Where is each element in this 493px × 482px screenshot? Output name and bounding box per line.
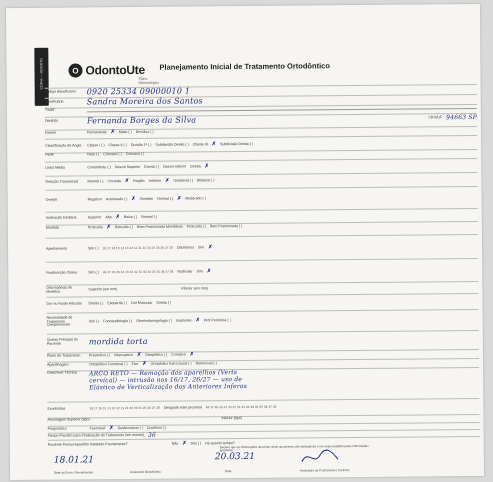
- beneficiary-value[interactable]: Sandra Moreira dos Santos: [86, 96, 203, 107]
- reabsorption-yes[interactable]: Sim ( ): [88, 269, 99, 275]
- check-mark-icon: ✗: [165, 177, 170, 184]
- bite-protruded[interactable]: Protruída: [87, 224, 103, 230]
- anchorage-row: [48, 414, 480, 422]
- midline-row: [45, 158, 477, 174]
- radicular-label: Radicular: [177, 269, 193, 274]
- beneficiary-signature-label: Assinatura Beneficiário: [129, 469, 161, 475]
- implants[interactable]: Implantes: [175, 318, 192, 323]
- plan-orthopedic[interactable]: Ortopédico ( ): [145, 352, 168, 357]
- overjet-moderate[interactable]: Acentuado ( ): [105, 196, 128, 201]
- profile-concave[interactable]: Côncavo ( ): [103, 152, 122, 157]
- time-label: Tempo Previsto para Finalização do Tratamento (em meses): [47, 433, 144, 438]
- date-sent-label: Data do Envio / Recebimento: [53, 470, 94, 475]
- dentist-row: [45, 113, 477, 126]
- check-mark-icon: ✗: [109, 425, 114, 432]
- holder-label: Titular: [44, 107, 55, 112]
- reabsorption-label: Reabsorção Óssea: [46, 270, 78, 275]
- brand-name: OdontoUte: [85, 62, 145, 78]
- interproximal-label: Desgaste Inter proximal: [163, 405, 202, 410]
- crowding-row: [46, 234, 478, 260]
- tmj-left[interactable]: Esquerda ( ): [107, 300, 128, 305]
- ent[interactable]: Otorrinolaringologia ( ): [136, 318, 173, 323]
- appliance-extraoral[interactable]: Ortopédico Extra bucal ( ): [150, 361, 192, 366]
- models-label: Discrepância de Modelos: [46, 285, 73, 294]
- inclination-normal[interactable]: Normal ( ): [141, 214, 158, 219]
- transverse-region: Região: [133, 178, 145, 183]
- appliance-removable[interactable]: Removível ( ): [195, 360, 217, 366]
- transverse-unilateral[interactable]: Unilateral ( ): [173, 178, 194, 183]
- transverse-crossed[interactable]: Cruzada: [107, 178, 122, 183]
- time-value[interactable]: 36: [147, 431, 157, 439]
- transverse-normal[interactable]: Normal ( ): [87, 178, 104, 184]
- header: [68, 62, 160, 85]
- check-mark-icon: ✗: [208, 244, 213, 251]
- date-signed[interactable]: 20.03.21: [214, 451, 255, 463]
- profile-convex[interactable]: Convexo ( ): [125, 151, 145, 157]
- deviation-deciduous[interactable]: Decídua ( ): [135, 129, 154, 134]
- teeth-chart-upper[interactable]: 18 17 16 15 14 13 12 11 21 22 23 24 25 26 27 28: [102, 245, 174, 251]
- check-mark-icon: ✗: [195, 317, 200, 324]
- midline-label: Linha Média: [45, 165, 65, 170]
- bite-mandible[interactable]: Bem Posicionada Mandíbula: [137, 224, 183, 229]
- check-mark-icon: ✗: [106, 224, 111, 231]
- check-mark-icon: ✗: [125, 178, 130, 185]
- technique-row: [47, 367, 479, 401]
- holder-field[interactable]: [87, 105, 477, 112]
- check-mark-icon: ✗: [110, 129, 115, 136]
- angle-div-1[interactable]: Divisão 1ª ( ): [130, 142, 152, 147]
- deviation-row: [45, 126, 477, 136]
- speech-therapy[interactable]: Fonoaudiologia ( ): [103, 318, 133, 323]
- appliance-label: Aparelhagem: [47, 362, 69, 367]
- plan-corrective[interactable]: Corretivo: [171, 352, 186, 357]
- previous-how-long: Há quanto tempo?: [205, 440, 235, 446]
- beneficiary-label: Beneficiário: [44, 99, 64, 104]
- brand-tagline: Plano Odontológico: [138, 76, 160, 85]
- previous-no[interactable]: Não: [171, 441, 179, 446]
- complaint-row: [47, 330, 479, 350]
- reabsorption-row: [46, 258, 478, 284]
- profile-straight[interactable]: Reto ( ): [87, 152, 100, 157]
- previous-label: Paciente Possui Aparelho Instalado Previamente?: [47, 441, 128, 447]
- prognosis-unfavorable[interactable]: Desfavorável ( ): [117, 425, 143, 430]
- overjet-row: [46, 186, 478, 210]
- appliance-functional[interactable]: Ortopédico Funcional ( ): [89, 361, 128, 367]
- angle-class-1[interactable]: Classe I ( ): [87, 142, 105, 148]
- page-title: Planejamento Inicial de Tratamento Ortodôntico: [159, 61, 330, 72]
- previous-yes[interactable]: Sim ( ): [190, 441, 202, 446]
- dentist-label: Dentista: [44, 118, 59, 123]
- tmj-right[interactable]: Direita ( ): [88, 300, 104, 306]
- anchorage-lower: Inferior (tipo): [221, 416, 242, 421]
- plan-label: Plano de Tratamento: [46, 353, 81, 358]
- deviation-mixed[interactable]: Mista ( ): [118, 129, 132, 134]
- inclination-upper: Superior: [87, 214, 102, 220]
- angle-class-2[interactable]: Classe II ( ): [108, 142, 127, 147]
- complementary-label: Necessidade de Tratamento Complementar: [46, 315, 73, 328]
- dentist-value[interactable]: Fernanda Borges da Silva: [86, 115, 197, 126]
- extractions-row: [47, 398, 479, 416]
- prognosis-doubtful[interactable]: Duvidoso ( ): [146, 425, 167, 430]
- inclination-label: Inclinação Dentária: [45, 215, 77, 220]
- appliance-fixed[interactable]: Fixo: [131, 361, 139, 366]
- tmj-row: [46, 293, 478, 311]
- prognosis-favorable[interactable]: Favorável: [89, 425, 106, 431]
- appliance-row: [47, 358, 479, 368]
- complementary-row: [47, 309, 479, 331]
- complaint-value[interactable]: mordida torta: [88, 336, 148, 346]
- prognosis-label: Prognóstico: [47, 426, 67, 431]
- overjet-label: Overjet: [45, 197, 58, 202]
- extractions-teeth[interactable]: 18 17 16 15 14 13 12 11 21 22 23 24 25 26 27 28: [89, 405, 160, 411]
- technique-line: cervical) — intrusão nos 16/17, 26/27 — uso de: [89, 376, 243, 385]
- plan-interceptive[interactable]: Interceptivo: [114, 352, 133, 357]
- code-label: Código Beneficiário: [44, 89, 76, 94]
- anchorage-label: Ancoragem Superior (tipo): [47, 417, 90, 422]
- bite-retruded[interactable]: Retruída ( ): [114, 224, 134, 229]
- professional-signature-label: Assinatura do Profissional e Carimbo: [299, 468, 350, 473]
- transverse-row: [45, 172, 477, 188]
- muscle-pain-label: Dor Muscular: [131, 300, 153, 305]
- technique-label: Descrever Técnica: [47, 370, 78, 375]
- deviation-label: Desvio: [45, 130, 57, 135]
- inclination-low[interactable]: Baixa ( ): [123, 214, 138, 219]
- transverse-label: Relação Transversal: [45, 179, 79, 184]
- cro-label: CRO/UF: [428, 115, 443, 120]
- complementary-yes[interactable]: Sim ( ): [88, 318, 100, 324]
- midline-lower[interactable]: Desvio Inferior: [163, 164, 187, 169]
- models-lower[interactable]: Inferior (em mm): [181, 286, 208, 291]
- crowding-yes[interactable]: Sim ( ): [88, 245, 99, 251]
- teeth-chart-lower[interactable]: 48 47 46 45 44 43 42 41 31 32 33 34 35 36 37 38: [102, 269, 174, 275]
- transverse-bilateral[interactable]: Bilateral ( ): [196, 177, 215, 183]
- bite-label: Mordida: [45, 225, 59, 230]
- check-mark-icon: ✗: [142, 360, 147, 367]
- cro-value[interactable]: 94663 SP: [446, 113, 477, 122]
- check-mark-icon: ✗: [211, 141, 216, 148]
- technique-text[interactable]: [89, 370, 247, 391]
- check-mark-icon: ✗: [177, 195, 182, 202]
- periodic-prosthesis[interactable]: Prót Periódica ( ): [203, 317, 231, 323]
- crowding-label: Apinhamento: [46, 246, 68, 251]
- midline-coincident[interactable]: Coincidente ( ): [87, 164, 111, 170]
- consent-text: Declaro que as informações descritas neste documento são verdadeiras e me responsabilizo pelas informações prestadas.: [219, 443, 369, 453]
- check-mark-icon: ✗: [189, 351, 194, 358]
- interproximal-teeth[interactable]: 48 47 46 45 44 43 42 41 31 32 33 34 35 36 37 38: [205, 404, 277, 410]
- extractions-label: Exodontias: [47, 406, 66, 411]
- overbite-moderate[interactable]: Moderado ( ): [185, 196, 206, 201]
- overbite-label: Overbite: [139, 196, 154, 201]
- deviation-permanent[interactable]: Permanente: [87, 129, 107, 135]
- angle-subdiv-right-2[interactable]: Subdivisão Direita ( ): [219, 141, 254, 146]
- plan-row: [47, 349, 479, 359]
- brand-logo: [68, 63, 144, 78]
- form-sheet: [6, 4, 484, 480]
- code-value[interactable]: 0920 25334 09000010 1: [86, 86, 191, 97]
- check-mark-icon: ✗: [182, 440, 187, 447]
- check-mark-icon: ✗: [206, 268, 212, 275]
- check-mark-icon: ✗: [136, 351, 142, 358]
- date-signed-label: Data: [224, 469, 232, 474]
- midline-upper[interactable]: Desvio Superior: [114, 164, 141, 169]
- bite-protruded-2[interactable]: Protruída ( ): [186, 224, 207, 229]
- technique-line: Elástico de Verticalização dos Anteriores Ínferos: [89, 382, 248, 392]
- overbite-normal[interactable]: Normal ( ): [157, 196, 174, 201]
- profile-label: Perfil: [45, 152, 54, 157]
- diastema-yes[interactable]: Sim: [197, 245, 205, 250]
- sidebar-text: CÓPIA — ODONTO: [39, 58, 44, 90]
- complaint-label: Queixa Principal do Paciente: [46, 337, 79, 346]
- bite-well-positioned[interactable]: Bem Posicionada ( ): [209, 223, 243, 229]
- muscle-right[interactable]: Direita ( ): [156, 300, 172, 305]
- angle-subdiv-right[interactable]: Subdivisão Direita ( ): [155, 142, 189, 147]
- overjet-marked[interactable]: Negativo: [87, 196, 102, 202]
- transverse-anterior[interactable]: Anterior: [148, 178, 162, 183]
- inclination-high[interactable]: Alta: [105, 214, 112, 219]
- check-mark-icon: ✗: [115, 214, 120, 221]
- check-mark-icon: ✗: [204, 163, 209, 170]
- radicular-yes[interactable]: Sim: [196, 269, 203, 274]
- plan-preventive[interactable]: Preventivo ( ): [88, 352, 111, 358]
- date-sent[interactable]: 18.01.21: [53, 455, 95, 466]
- tmj-label: Dor ou Ruído Articular: [46, 301, 82, 306]
- diastema-label: Diastemas: [176, 245, 195, 250]
- midline-lower-right[interactable]: Direita: [190, 164, 201, 169]
- check-mark-icon: ✗: [131, 195, 136, 202]
- technique-line: ARCO RETO — Remoção dos aparelhos (Verts: [89, 369, 238, 378]
- angle-label: Classificação de Angle: [45, 143, 82, 148]
- midline-right[interactable]: Direita ( ): [144, 164, 160, 169]
- brand-mark-icon: O: [68, 63, 82, 77]
- angle-class-3[interactable]: Classe III: [192, 142, 208, 147]
- models-upper[interactable]: Superior (em mm): [88, 286, 118, 292]
